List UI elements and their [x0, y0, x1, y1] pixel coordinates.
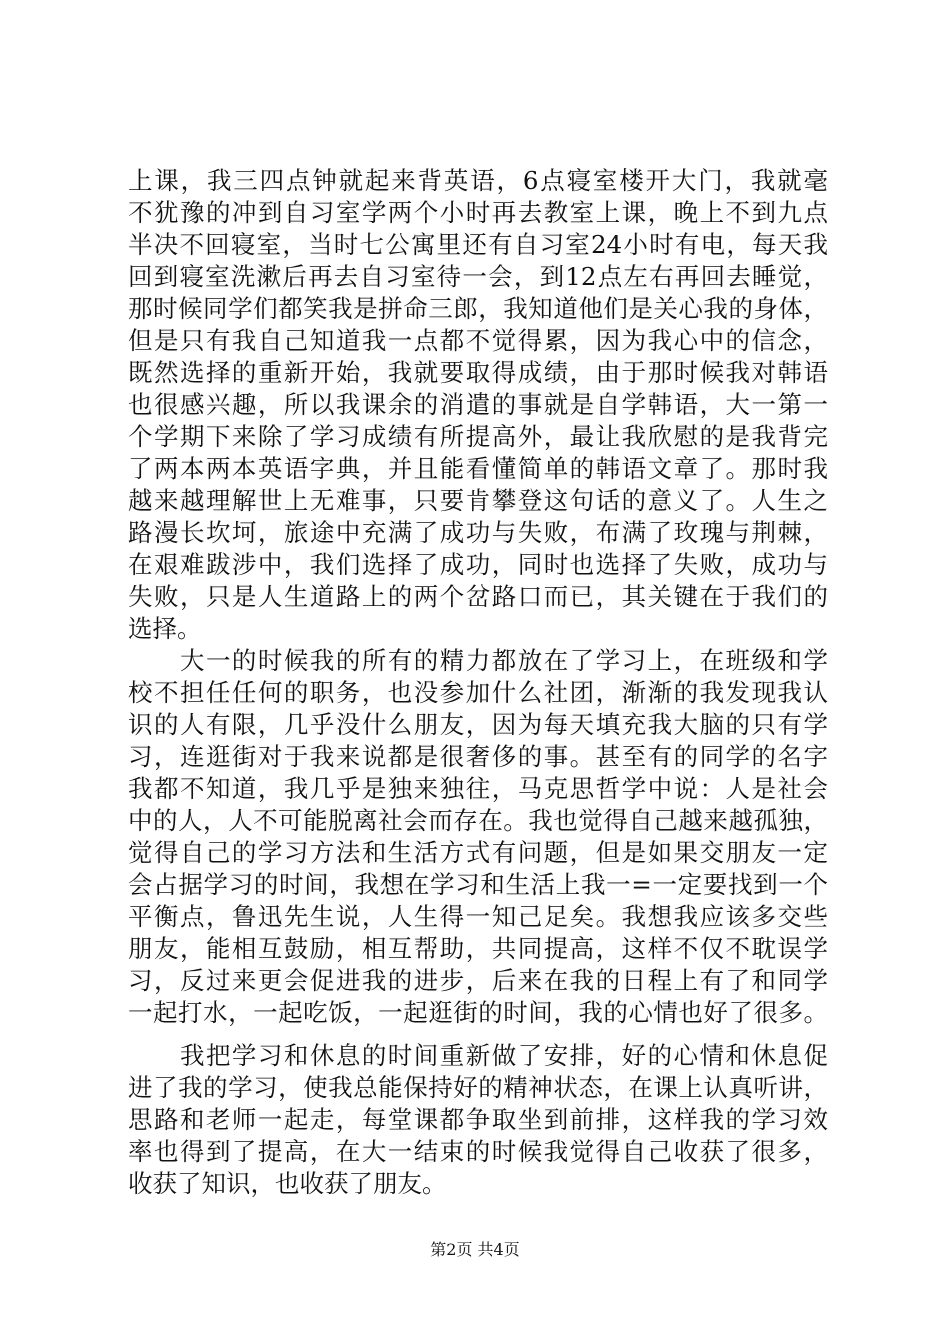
text-line: 朋友，能相互鼓励，相互帮助，共同提高，这样不仅不耽误学	[128, 934, 828, 963]
text-line: 大一的时候我的所有的精力都放在了学习上，在班级和学	[128, 646, 828, 675]
text-line: 一起打水，一起吃饭，一起逛街的时间，我的心情也好了很多。	[128, 998, 828, 1027]
text-line: 了两本两本英语字典，并且能看懂简单的韩语文章了。那时我	[128, 454, 828, 483]
text-line: 在艰难跋涉中，我们选择了成功，同时也选择了失败，成功与	[128, 550, 828, 579]
text-line: 失败，只是人生道路上的两个岔路口而已，其关键在于我们的	[128, 582, 828, 611]
page-footer: 第2页 共4页	[430, 1240, 520, 1259]
text-line: 半决不回寝室，当时七公寓里还有自习室24小时有电，每天我	[128, 230, 828, 259]
text-line: 路漫长坎坷，旅途中充满了成功与失败，布满了玫瑰与荆棘，	[128, 518, 828, 547]
text-line: 但是只有我自己知道我一点都不觉得累，因为我心中的信念，	[128, 326, 828, 355]
text-line: 平衡点，鲁迅先生说，人生得一知己足矣。我想我应该多交些	[128, 902, 828, 931]
text-line: 那时候同学们都笑我是拼命三郎，我知道他们是关心我的身体，	[128, 294, 828, 323]
text-line: 校不担任任何的职务，也没参加什么社团，渐渐的我发现我认	[128, 678, 828, 707]
text-line: 思路和老师一起走，每堂课都争取坐到前排，这样我的学习效	[128, 1105, 828, 1134]
text-line: 识的人有限，几乎没什么朋友，因为每天填充我大脑的只有学	[128, 710, 828, 739]
text-line: 习，连逛街对于我来说都是很奢侈的事。甚至有的同学的名字	[128, 742, 828, 771]
text-line: 我把学习和休息的时间重新做了安排，好的心情和休息促	[128, 1041, 828, 1070]
text-line: 中的人，人不可能脱离社会而存在。我也觉得自己越来越孤独，	[128, 806, 828, 835]
text-line: 上课，我三四点钟就起来背英语，6点寝室楼开大门，我就毫	[128, 166, 828, 195]
text-line: 回到寝室洗漱后再去自习室待一会，到12点左右再回去睡觉，	[128, 262, 828, 291]
text-line: 收获了知识，也收获了朋友。	[128, 1169, 447, 1198]
text-line: 进了我的学习，使我总能保持好的精神状态，在课上认真听讲，	[128, 1073, 828, 1102]
text-line: 率也得到了提高，在大一结束的时候我觉得自己收获了很多，	[128, 1137, 828, 1166]
text-line: 觉得自己的学习方法和生活方式有问题，但是如果交朋友一定	[128, 838, 828, 867]
text-line: 也很感兴趣，所以我课余的消遣的事就是自学韩语，大一第一	[128, 390, 828, 419]
text-line: 我都不知道，我几乎是独来独往，马克思哲学中说：人是社会	[128, 774, 828, 803]
text-line: 个学期下来除了学习成绩有所提高外，最让我欣慰的是我背完	[128, 422, 828, 451]
text-line: 会占据学习的时间，我想在学习和生活上我一=一定要找到一个	[128, 870, 828, 899]
text-line: 既然选择的重新开始，我就要取得成绩，由于那时候我对韩语	[128, 358, 828, 387]
text-line: 越来越理解世上无难事，只要肯攀登这句话的意义了。人生之	[128, 486, 828, 515]
text-line: 不犹豫的冲到自习室学两个小时再去教室上课，晚上不到九点	[128, 198, 828, 227]
text-line: 选择。	[128, 614, 202, 643]
text-line: 习，反过来更会促进我的进步，后来在我的日程上有了和同学	[128, 966, 828, 995]
